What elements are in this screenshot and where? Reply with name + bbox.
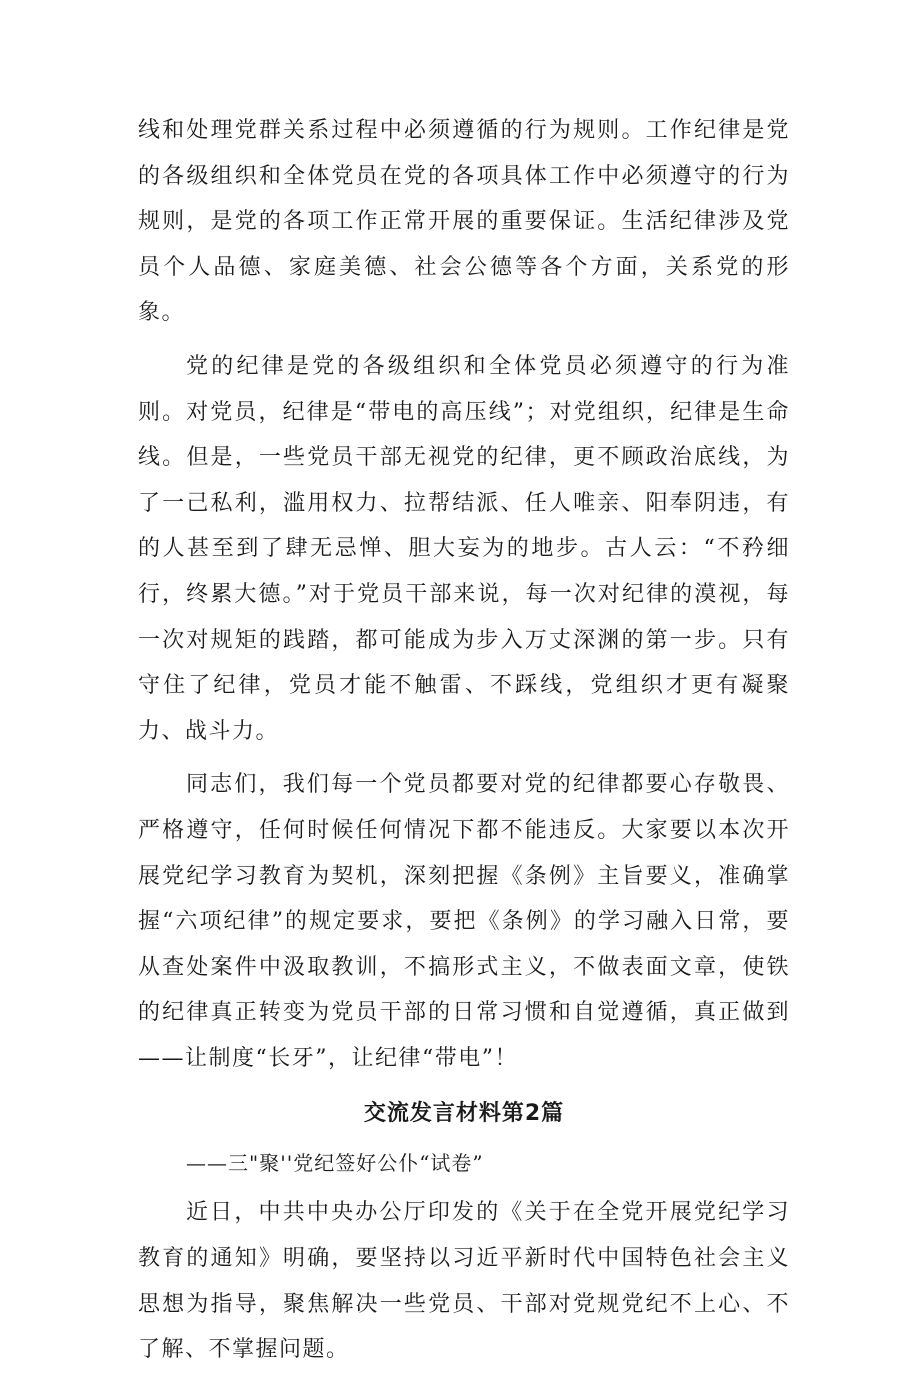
document-page <box>138 108 790 1373</box>
paragraph-1: 线和处理党群关系过程中必须遵循的行为规则。工作纪律是党的各级组织和全体党员在党的各项具体工作中必须遵守的行为规则，是党的各项工作正常开展的重要保证。生活纪律涉及党员个人品德、家庭美德、社会公德等各个方面，关系党的形象。 <box>138 118 790 326</box>
section-paragraph: 近日，中共中央办公厅印发的《关于在全党开展党纪学习教育的通知》明确，要坚持以习近平新时代中国特色社会主义思想为指导，聚焦解决一些党员、干部对党规党纪不上心、不了解、不掌握问题。 <box>138 1200 790 1363</box>
section-title: 交流发言材料第2篇 <box>363 1101 565 1127</box>
paragraph-2: 党的纪律是党的各级组织和全体党员必须遵守的行为准则。对党员，纪律是“带电的高压线”；对党组织，纪律是生命线。但是，一些党员干部无视党的纪律，更不顾政治底线，为了一己私利，滥用权力、拉帮结派、任人唯亲、阳奉阴违，有的人甚至到了肆无忌惮、胆大妄为的地步。古人云：“不矜细行，终累大德。”对于党员干部来说，每一次对纪律的漠视，每一次对规矩的践踏，都可能成为步入万丈深渊的第一步。只有守住了纪律，党员才能不触雷、不踩线，党组织才更有凝聚力、战斗力。 <box>138 353 790 744</box>
section-subtitle: ——三"聚''党纪签好公仆“试卷” <box>186 1151 484 1176</box>
paragraph-3: 同志们，我们每一个党员都要对党的纪律都要心存敬畏、严格遵守，任何时候任何情况下都不能违反。大家要以本次开展党纪学习教育为契机，深刻把握《条例》主旨要义，准确掌握“六项纪律”的规定要求，要把《条例》的学习融入日常，要从查处案件中汲取教训，不搞形式主义，不做表面文章，使铁的纪律真正转变为党员干部的日常习惯和自觉遵循，真正做到——让制度“长牙”，让纪律“带电”！ <box>138 772 790 1071</box>
